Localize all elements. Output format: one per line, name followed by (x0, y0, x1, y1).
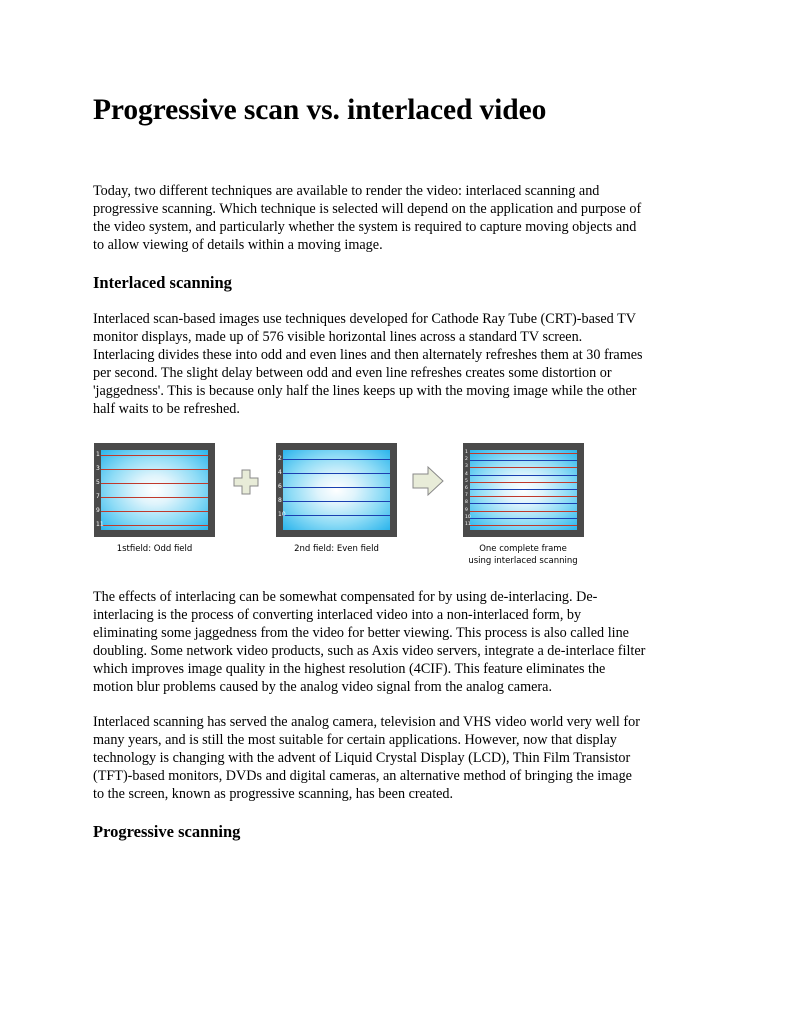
line-number: 10 (278, 511, 286, 518)
line-number: 4 (278, 469, 282, 476)
scan-line (470, 475, 577, 476)
scan-line (283, 459, 390, 460)
interlaced-heading: Interlaced scanning (93, 273, 232, 292)
text-line: Interlaced scanning has served the analog camera, television and VHS video world very well for (93, 714, 640, 730)
scan-line (470, 496, 577, 497)
scan-line (470, 518, 577, 519)
text-line: (TFT)-based monitors, DVDs and digital cameras, an alternative method of bringing the image (93, 768, 632, 785)
text-line: interlacing is the process of converting interlaced video into a non-interlaced form, by (93, 607, 582, 624)
scan-line (470, 489, 577, 490)
scan-line (283, 501, 390, 502)
text-line: The effects of interlacing can be somewhat compensated for by using de-interlacing. De- (93, 589, 598, 605)
text-line: per second. The slight delay between odd and even line refreshes creates some distortion or (93, 365, 612, 382)
line-number: 3 (96, 465, 100, 472)
caption-complete-frame (443, 543, 603, 567)
scan-line (470, 503, 577, 504)
line-number: 8 (465, 500, 468, 506)
text-line: the video system, and particularly whether the system is required to capture moving objects and (93, 219, 637, 236)
text-line: 'jaggedness'. This is because only half the lines keeps up with the moving image while the other (93, 383, 637, 400)
line-number: 9 (96, 507, 100, 514)
text-line: monitor displays, made up of 576 visible horizontal lines across a standard TV screen. (93, 329, 583, 346)
line-number: 9 (465, 507, 468, 513)
text-line: Interlaced scan-based images use techniques developed for Cathode Ray Tube (CRT)-based TV (93, 311, 636, 327)
right-arrow-icon (411, 465, 445, 497)
odd-field-screen (101, 450, 208, 530)
line-number: 7 (96, 493, 100, 500)
scan-line (101, 525, 208, 526)
text-line: eliminating some jaggedness from the video for better viewing. This process is also called line (93, 625, 629, 642)
caption-even-field: 2nd field: Even field (294, 544, 379, 554)
text-line: Today, two different techniques are available to render the video: interlaced scanning and (93, 183, 600, 199)
line-number: 4 (465, 471, 468, 477)
scan-line (470, 482, 577, 483)
text-line: doubling. Some network video products, such as Axis video servers, integrate a de-interlace filter (93, 643, 646, 660)
line-number: 10 (465, 514, 471, 520)
scan-line (101, 511, 208, 512)
text-line: which improves image quality in the highest resolution (4CIF). This feature eliminates the (93, 661, 606, 678)
plus-icon (232, 468, 260, 496)
interlaced-paragraph (93, 310, 703, 419)
scan-line (470, 525, 577, 526)
text-line: progressive scanning. Which technique is selected will depend on the application and purpose of (93, 201, 642, 218)
scan-line (283, 515, 390, 516)
caption-line: using interlaced scanning (468, 556, 578, 566)
scan-line (101, 455, 208, 456)
caption-odd-field: 1stfield: Odd field (116, 544, 193, 554)
text-line: motion blur problems caused by the analog video signal from the analog camera. (93, 679, 552, 696)
odd-field-frame (94, 443, 215, 537)
deinterlace-paragraph (93, 588, 703, 697)
line-number: 11 (465, 522, 471, 527)
line-number: 6 (465, 486, 468, 491)
text-line: technology is changing with the advent of Liquid Crystal Display (LCD), Thin Film Transistor (93, 750, 631, 767)
scan-line (470, 511, 577, 512)
page-title: Progressive scan vs. interlaced video (93, 94, 547, 126)
intro-paragraph (93, 182, 703, 254)
scan-line (470, 467, 577, 468)
line-number: 11 (96, 521, 104, 528)
line-number: 8 (278, 497, 282, 504)
text-line: to the screen, known as progressive scanning, has been created. (93, 786, 454, 803)
caption-line: One complete frame (479, 544, 567, 554)
scan-line (101, 469, 208, 470)
scan-line (470, 453, 577, 454)
line-number: 2 (278, 455, 282, 462)
complete-frame-screen (470, 450, 577, 530)
line-number: 2 (465, 457, 468, 463)
scan-line (283, 487, 390, 488)
line-number: 3 (465, 464, 468, 470)
line-number: 6 (278, 483, 282, 490)
even-field-screen (283, 450, 390, 530)
history-paragraph (93, 713, 703, 803)
scan-line (470, 460, 577, 461)
text-line: to allow viewing of details within a moving image. (93, 237, 383, 254)
interlace-diagram (93, 443, 593, 573)
progressive-heading: Progressive scanning (93, 822, 241, 841)
text-line: Interlacing divides these into odd and even lines and then alternately refreshes them at 30 frames (93, 347, 643, 364)
scan-line (101, 497, 208, 498)
line-number: 5 (465, 478, 468, 484)
scan-line (283, 473, 390, 474)
complete-frame (463, 443, 584, 537)
line-number: 7 (465, 493, 468, 499)
text-line: half waits to be refreshed. (93, 401, 240, 418)
even-field-frame (276, 443, 397, 537)
line-number: 1 (96, 451, 100, 458)
line-number: 1 (465, 450, 468, 455)
scan-line (101, 483, 208, 484)
line-number: 5 (96, 479, 100, 486)
text-line: many years, and is still the most suitable for certain applications. However, now that display (93, 732, 617, 749)
